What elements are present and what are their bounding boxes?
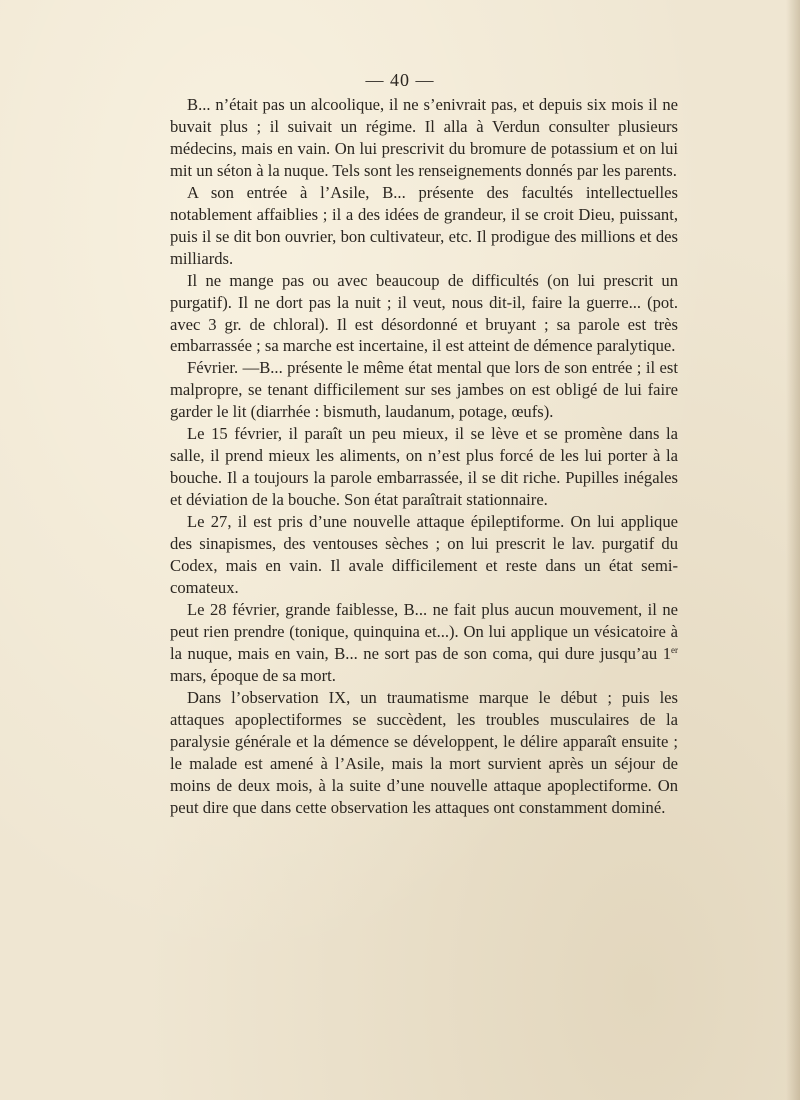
paragraph-5: Le 15 février, il paraît un peu mieux, il se lève et se promène dans la salle, il prend mieux les aliments, on n’est plus forcé de les lui porter à la bouche. Il a toujours la parole embarrassée, il se dit riche. Pupilles inégales et déviation de la bouche. Son état paraîtrait stationnaire.	[170, 424, 678, 510]
paragraph-7-end: mars, époque de sa mort.	[170, 665, 336, 685]
superscript-er: er	[671, 644, 678, 655]
page-edge-shadow	[786, 0, 800, 1100]
paragraph-6: Le 27, il est pris d’une nouvelle attaque épileptiforme. On lui applique des sinapismes, des ventouses sèches ; on lui prescrit le lav. purgatif du Codex, mais en vain. Il avale difficilement et reste dans un état semi-comateux.	[170, 512, 678, 597]
paragraph-7-text: Le 28 février, grande faiblesse, B... ne fait plus aucun mouvement, il ne peut rien prendre (tonique, quinquina et...). On lui applique un vésicatoire à la nuque, mais en vain, B... ne sort pas de son coma, qui dure jusqu’au 1	[170, 599, 678, 663]
paragraph-1: B... n’était pas un alcoolique, il ne s’enivrait pas, et depuis six mois il ne buvait plus ; il suivait un régime. Il alla à Verdun consulter plusieurs médecins, mais en vain. On lui prescrivit du bromure de potassium et on lui mit un séton à la nuque. Tels sont les renseignements donnés par les parents.	[170, 95, 678, 180]
paragraph-8: Dans l’observation IX, un traumatisme marque le début ; puis les attaques apoplectiformes se succèdent, les troubles musculaires de la paralysie générale et la démence se développent, le délire apparaît ensuite ; le malade est amené à l’Asile, mais la mort survient après un séjour de moins de deux mois, à la suite d’une nouvelle attaque apoplectiforme. On peut dire que dans cette observation les attaques ont constamment dominé.	[170, 687, 678, 817]
paragraph-4: Février. —B... présente le même état mental que lors de son entrée ; il est malpropre, se tenant difficilement sur ses jambes on est obligé de lui faire garder le lit (diarrhée : bismuth, laudanum, potage, œufs).	[170, 358, 678, 422]
paragraph-2: A son entrée à l’Asile, B... présente des facultés intellectuelles notablement affaiblies ; il a des idées de grandeur, il se croit Dieu, puissant, puis il se dit bon ouvrier, bon cultivateur, etc. Il prodigue des millions et des milliards.	[170, 182, 678, 268]
paragraph-7	[170, 599, 678, 687]
page-number: — 40 —	[365, 70, 435, 90]
paragraph-3: Il ne mange pas ou avec beaucoup de difficultés (on lui prescrit un purgatif). Il ne dort pas la nuit ; il veut, nous dit-il, faire la guerre... (pot. avec 3 gr. de chloral). Il est désordonné et bruyant ; sa parole est très embarrassée ; sa marche est incertaine, il est atteint de démence paralytique.	[170, 270, 678, 356]
body-text	[170, 94, 678, 818]
